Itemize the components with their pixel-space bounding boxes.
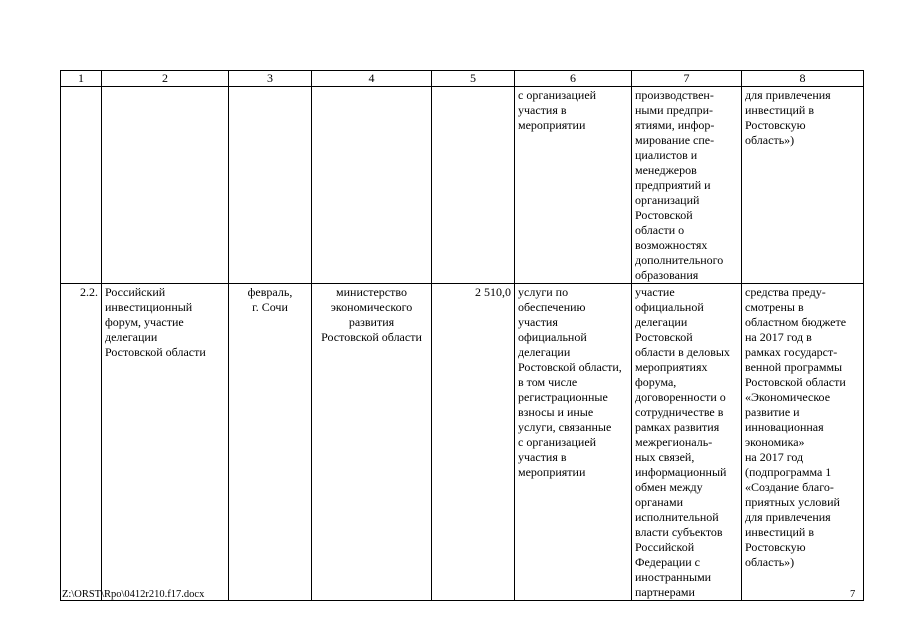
cell-number	[61, 87, 102, 284]
cell-number: 2.2.	[61, 284, 102, 601]
header-col-8: 8	[742, 71, 864, 87]
cell-funding-source: для привлечения инвестиций в Ростовскую область»)	[742, 87, 864, 284]
table-row-continuation	[61, 87, 864, 284]
cell-amount	[432, 87, 515, 284]
cell-amount: 2 510,0	[432, 284, 515, 601]
cell-event-name: Российский инвестиционный форум, участие делегации Ростовской области	[102, 284, 229, 601]
header-col-5: 5	[432, 71, 515, 87]
header-col-4: 4	[312, 71, 432, 87]
cell-services: с организацией участия в мероприятии	[515, 87, 632, 284]
header-col-6: 6	[515, 71, 632, 87]
header-col-7: 7	[632, 71, 742, 87]
cell-responsible: министерство экономического развития Ростовской области	[312, 284, 432, 601]
cell-date-place: февраль, г. Сочи	[229, 284, 312, 601]
header-col-2: 2	[102, 71, 229, 87]
footer-page-number: 7	[850, 589, 856, 600]
cell-funding-source: средства преду- смотрены в областном бюджете на 2017 год в рамках государст- венной программы Ростовской области «Экономическое развитие и инновационная экономика» на 2017 год (подпрограмма 1 «Создание благо- приятных условий для привлечения инвестиций в Ростовскую область»)	[742, 284, 864, 601]
cell-date-place	[229, 87, 312, 284]
table-header-row	[61, 71, 864, 87]
cell-results: участие официальной делегации Ростовской области в деловых мероприятиях форума, договоренности о сотрудничестве в рамках развития межрегиональ- ных связей, информационный обмен между органами исполнительной власти субъектов Российской Федерации с иностранными партнерами	[632, 284, 742, 601]
table-row-2-2	[61, 284, 864, 601]
events-table	[60, 70, 864, 601]
cell-event-name	[102, 87, 229, 284]
header-col-3: 3	[229, 71, 312, 87]
footer-file-path: Z:\ORST\Rpo\0412r210.f17.docx	[62, 589, 205, 600]
cell-responsible	[312, 87, 432, 284]
cell-results: производствен- ными предпри- ятиями, инфор- мирование спе- циалистов и менеджеров предприятий и организаций Ростовской области о возможностях дополнительного образования	[632, 87, 742, 284]
cell-services: услуги по обеспечению участия официальной делегации Ростовской области, в том числе регистрационные взносы и иные услуги, связанные с организацией участия в мероприятии	[515, 284, 632, 601]
header-col-1: 1	[61, 71, 102, 87]
